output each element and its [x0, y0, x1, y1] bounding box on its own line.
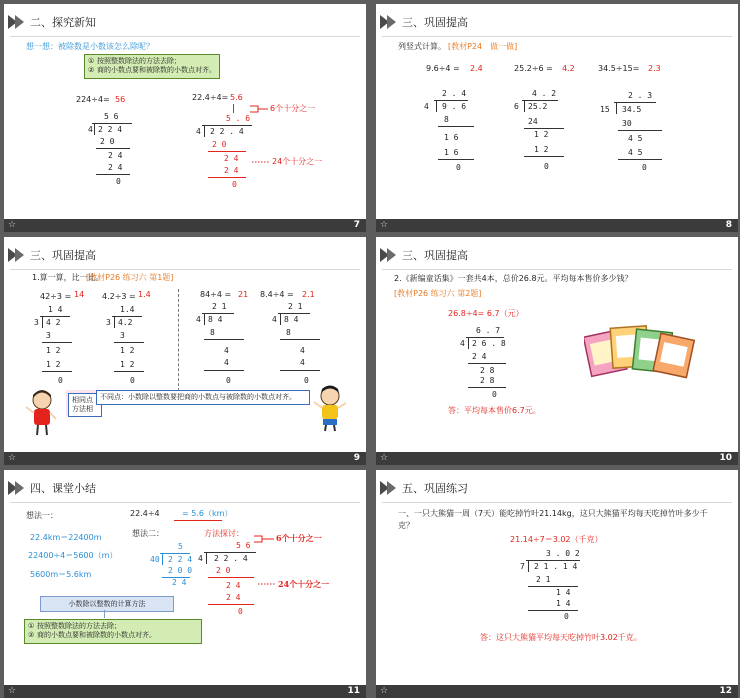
equation-answer: = 5.6（km） [182, 509, 233, 518]
slide-10[interactable] [376, 237, 738, 465]
step: 4 [224, 358, 229, 367]
dividend: 2 2 4 [98, 125, 123, 134]
quotient: 5 [178, 542, 183, 551]
answer: 2.4 [470, 64, 483, 73]
rule-box: ① 按照整数除法的方法去除； ② 商的小数点要和被除数的小数点对齐。 [24, 619, 202, 644]
slide-header [380, 246, 468, 264]
dividend: 8 4 [208, 315, 223, 324]
slide-number: 8 [725, 220, 732, 230]
step: 30 [622, 119, 632, 128]
slide-title: 四、课堂小结 [30, 482, 96, 495]
step: 1 2 [534, 145, 549, 154]
quotient: 5 6 [104, 112, 119, 121]
equation: 4.2÷3 = [102, 292, 136, 301]
dividend: 34.5 [622, 105, 642, 114]
step: 2 8 [480, 366, 495, 375]
title-rule [382, 269, 732, 270]
note: 24个十分之一 [278, 579, 330, 589]
remainder: 0 [116, 177, 121, 186]
divisor: 3 [106, 318, 111, 327]
chevron-icon [380, 481, 394, 495]
dividend: 2 6 . 8 [472, 339, 506, 348]
method-label: 想法一： [26, 511, 58, 520]
step: 4 [300, 358, 305, 367]
remainder: 0 [58, 376, 63, 385]
remainder: 0 [130, 376, 135, 385]
title-rule [382, 502, 732, 503]
remainder: 2 4 [172, 578, 187, 587]
explore-label: 方法探讨： [204, 529, 244, 538]
answer: 1.4 [138, 290, 151, 299]
dividend: 2 2 . 4 [214, 554, 248, 563]
dividend: 8 4 [284, 315, 299, 324]
divisor: 6 [514, 102, 519, 111]
divisor: 4 [272, 315, 277, 324]
step: 1 2 [46, 346, 61, 355]
annotation-arrows [4, 4, 366, 232]
step: 2 0 [212, 140, 227, 149]
step: 4 5 [628, 134, 643, 143]
pin-icon[interactable]: ☆ [380, 220, 389, 230]
step: 2 0 [216, 566, 231, 575]
slide-header [380, 13, 468, 31]
equation: 84÷4 = [200, 290, 232, 299]
title-rule [10, 269, 360, 270]
pin-icon[interactable]: ☆ [8, 220, 17, 230]
chevron-icon [380, 248, 394, 262]
divisor: 4 [424, 102, 429, 111]
note: 6个十分之一 [270, 104, 316, 113]
slide-number: 12 [719, 686, 732, 696]
slide-title: 三、巩固提高 [30, 249, 96, 262]
step: 1 6 [444, 133, 459, 142]
step: 1 4 [556, 599, 571, 608]
book-set-icon [584, 319, 696, 389]
same-callout: 相同点 方法相 [68, 393, 102, 417]
slide-12[interactable] [376, 470, 738, 698]
equation: 21.14÷7＝3.02（千克） [510, 535, 603, 544]
note: 6个十分之一 [276, 533, 322, 543]
method-line: 22400÷4＝5600（m） [28, 551, 118, 560]
answer: 14 [74, 290, 85, 299]
step: 1 2 [120, 346, 135, 355]
step: 2 4 [108, 151, 123, 160]
step: 2 4 [226, 581, 241, 590]
divisor: 15 [600, 105, 610, 114]
step: 8 [210, 328, 215, 337]
remainder: 0 [544, 162, 549, 171]
quotient: 1.4 [120, 305, 135, 314]
equation: 25.2÷6 = [514, 64, 553, 73]
step: 2 8 [480, 376, 495, 385]
slide-footer [376, 219, 738, 232]
note: 24个十分之一 [272, 157, 323, 166]
equation: 224÷4= [76, 95, 110, 104]
slide-number: 10 [719, 453, 732, 463]
quotient: 5 6 [236, 541, 251, 550]
dividend: 25.2 [528, 102, 548, 111]
step: 3 [46, 331, 51, 340]
step: 2 4 [472, 352, 487, 361]
dividend: 9 . 6 [442, 102, 467, 111]
slide-number: 7 [353, 220, 360, 230]
equation: 26.8÷4= 6.7（元） [448, 309, 524, 318]
girl-icon [22, 387, 62, 437]
pin-icon[interactable]: ☆ [380, 686, 389, 696]
method-label: 想法二： [132, 529, 164, 538]
equation: 42÷3 = [40, 292, 72, 301]
slide-9[interactable] [4, 237, 366, 465]
pin-icon[interactable]: ☆ [8, 453, 17, 463]
slide-title: 二、探究新知 [30, 16, 96, 29]
slide-title: 三、巩固提高 [402, 16, 468, 29]
divisor: 3 [34, 318, 39, 327]
divisor: 4 [196, 127, 201, 136]
slide-footer [4, 452, 366, 465]
chevron-icon [380, 15, 394, 29]
quotient: 2 . 3 [628, 91, 653, 100]
remainder: 0 [232, 180, 237, 189]
remainder: 0 [238, 607, 243, 616]
slide-footer [4, 685, 366, 698]
pin-icon[interactable]: ☆ [380, 453, 389, 463]
remainder: 0 [642, 163, 647, 172]
step: 2 4 [108, 163, 123, 172]
remainder: 0 [226, 376, 231, 385]
step: 1 6 [444, 148, 459, 157]
step: 1 2 [120, 360, 135, 369]
dividend: 2 2 4 [168, 555, 193, 564]
answer: 2.3 [648, 64, 661, 73]
dividend: 2 1 . 1 4 [534, 562, 578, 571]
pin-icon[interactable]: ☆ [8, 686, 17, 696]
slide-number: 9 [353, 453, 360, 463]
slide-11[interactable] [4, 470, 366, 698]
quotient: 4 . 2 [532, 89, 557, 98]
quotient: 2 1 [212, 302, 227, 311]
title-rule [382, 36, 732, 37]
step: 2 4 [224, 166, 239, 175]
step: 8 [286, 328, 291, 337]
chevron-icon [8, 248, 22, 262]
step: 24 [528, 117, 538, 126]
quotient: 2 1 [288, 302, 303, 311]
question: 一、一只大熊猫一周（7天）能吃掉竹叶21.14kg，这只大熊猫平均每天吃掉竹叶多少千克？ [398, 509, 708, 531]
slide-header [380, 479, 468, 497]
step: 1 2 [534, 130, 549, 139]
method-line: 22.4km＝22400m [30, 533, 102, 542]
quotient: 2 . 4 [442, 89, 467, 98]
quotient: 1 4 [48, 305, 63, 314]
slide-7[interactable] [4, 4, 366, 232]
slide-title: 三、巩固提高 [402, 249, 468, 262]
remainder: 0 [492, 390, 497, 399]
dividend: 2 2 . 4 [210, 127, 244, 136]
answer: 56 [115, 95, 126, 104]
dividend: 4 2 [46, 318, 61, 327]
slide-footer [376, 685, 738, 698]
slide-footer [4, 219, 366, 232]
answer-sentence: 答：这只大熊猫平均每天吃掉竹叶3.02千克。 [480, 633, 642, 642]
slide-number: 11 [347, 686, 360, 696]
step: 1 2 [46, 360, 61, 369]
step: 2 1 [536, 575, 551, 584]
slide-header [8, 246, 96, 264]
source: [教材P26 练习六 第2题] [394, 289, 482, 298]
instruction: 1.算一算，比一比。 [32, 273, 104, 282]
step: 2 0 0 [168, 566, 193, 575]
step: 2 4 [226, 593, 241, 602]
divisor: 40 [150, 555, 160, 564]
equation: 9.6÷4 = [426, 64, 460, 73]
divisor: 7 [520, 562, 525, 571]
equation: 8.4÷4 = [260, 290, 294, 299]
slide-footer [376, 452, 738, 465]
step: 8 [444, 115, 449, 124]
answer: 2.1 [302, 290, 315, 299]
step: 2 4 [224, 154, 239, 163]
step: 1 4 [556, 588, 571, 597]
quotient: 5 . 6 [226, 114, 251, 123]
question: 想一想：被除数是小数该怎么除呢？ [26, 42, 154, 51]
slide-8[interactable] [376, 4, 738, 232]
summary-title: 小数除以整数的计算方法 [40, 596, 174, 612]
step: 4 [224, 346, 229, 355]
remainder: 0 [304, 376, 309, 385]
quotient: 3 . 0 2 [546, 549, 580, 558]
answer: 21 [238, 290, 249, 299]
method-line: 5600m＝5.6km [30, 570, 92, 579]
answer: 5.6 [230, 93, 243, 102]
divisor: 4 [88, 125, 93, 134]
step: 4 5 [628, 148, 643, 157]
divisor: 4 [460, 339, 465, 348]
diff-callout: 不同点：小数除以整数要把商的小数点与被除数的小数点对齐。 [96, 390, 310, 405]
remainder: 0 [564, 612, 569, 621]
step: 4 [300, 346, 305, 355]
source: [教材P24 做一做] [448, 42, 518, 51]
instruction: 列竖式计算。 [398, 42, 446, 51]
answer-sentence: 答：平均每本售价6.7元。 [448, 406, 541, 415]
boy-icon [310, 383, 350, 433]
rule-box: ① 按照整数除法的方法去除； ② 商的小数点要和被除数的小数点对齐。 [84, 54, 220, 79]
divisor: 4 [198, 554, 203, 563]
equation: 34.5÷15= [598, 64, 640, 73]
remainder: 0 [456, 163, 461, 172]
step: 3 [120, 331, 125, 340]
divider [178, 289, 179, 401]
slide-title: 五、巩固练习 [402, 482, 468, 495]
equation: 22.4÷4 [130, 509, 160, 518]
equation: 22.4÷4= [192, 93, 229, 102]
quotient: 6 . 7 [476, 326, 501, 335]
question: 2.《新编童话集》一套共4本，总价26.8元。平均每本售价多少钱？ [394, 274, 633, 283]
source: [教材P26 练习六 第1题] [86, 273, 174, 282]
dividend: 4.2 [118, 318, 133, 327]
step: 2 0 [100, 137, 115, 146]
divisor: 4 [196, 315, 201, 324]
answer: 4.2 [562, 64, 575, 73]
